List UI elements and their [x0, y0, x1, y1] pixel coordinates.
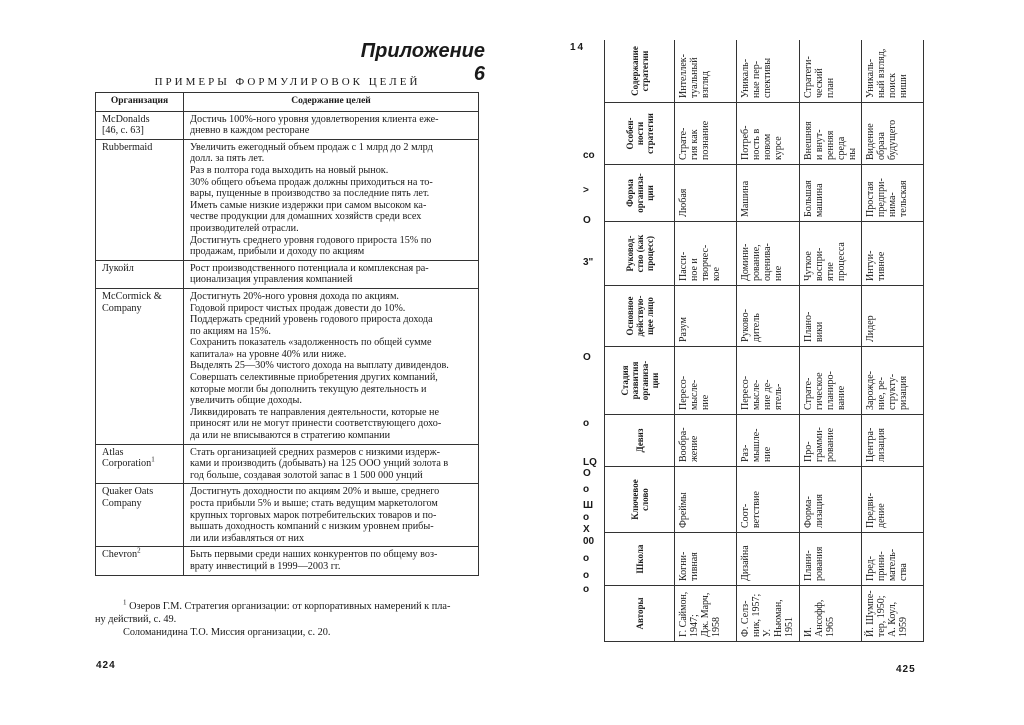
- footnote-ref: 1: [151, 455, 155, 464]
- strategy-header-cell: Девиз: [605, 415, 675, 467]
- strategy-cell: Видение образа будущего: [861, 103, 923, 165]
- page-number-top: 14: [570, 42, 586, 53]
- goals-cell: Быть первыми среди наших конкурентов по общему воз- врату инвестиций в 1999—2003 гг.: [184, 547, 479, 575]
- strategy-cell: Г. Саймон, 1947; Дж. Марч, 1958: [675, 586, 737, 642]
- organization-name: Лукойл: [102, 262, 134, 274]
- organization-name: McDonalds [46, с. 63]: [102, 113, 150, 137]
- strategy-cell: Руково- дитель: [737, 286, 799, 347]
- organization-name: Atlas Corporation: [102, 446, 152, 470]
- margin-mark: О: [583, 468, 591, 479]
- strategy-cell: Внешняя и внут- ренняя среда ны: [799, 103, 861, 165]
- strategy-cell: Пересо- мысле- ние де- ятель-: [737, 347, 799, 415]
- footnote-2: [95, 626, 479, 639]
- goals-table-row: [96, 111, 479, 139]
- strategy-cell: Фреймы: [675, 467, 737, 533]
- strategy-table: [604, 40, 924, 642]
- margin-mark: LQ: [583, 457, 597, 468]
- margin-mark: О: [583, 215, 591, 226]
- strategy-header-cell: Школа: [605, 533, 675, 586]
- organization-name: Quaker Oats Company: [102, 486, 154, 509]
- goals-table-row: [96, 139, 479, 260]
- margin-mark: о: [583, 584, 590, 595]
- strategy-header-cell: Руковод- ство (как процесс): [605, 222, 675, 286]
- strategy-cell: Центра- лизация: [861, 415, 923, 467]
- goals-table-row: [96, 547, 479, 575]
- goals-cell: Достигнуть доходности по акциям 20% и выше, среднего роста прибыли 5% и выше; стать ведущим маркетологом крупных торговых марок потребительских товаров и по- вышать доходность компаний с низким уровнем прибы- ли или избавляться от них: [184, 484, 479, 547]
- strategy-table-row: [675, 40, 737, 642]
- strategy-cell: Большая машина: [799, 165, 861, 222]
- goals-cell: Рост производственного потенциала и комплексная ра- ционализация управления компанией: [184, 260, 479, 288]
- strategy-cell: Машина: [737, 165, 799, 222]
- strategy-cell: Интуи- тивное: [861, 222, 923, 286]
- margin-mark: со: [583, 150, 595, 161]
- strategy-cell: Плано- вики: [799, 286, 861, 347]
- strategy-header-cell: Авторы: [605, 586, 675, 642]
- organization-cell: [96, 547, 184, 575]
- margin-mark: о: [583, 553, 590, 564]
- margin-mark: Ш: [583, 500, 594, 511]
- strategy-cell: Предви- дение: [861, 467, 923, 533]
- organization-cell: [96, 111, 184, 139]
- strategy-cell: Уникаль- ный взгляд, поиск ниши: [861, 40, 923, 103]
- strategy-cell: Стратеги- ческий план: [799, 40, 861, 103]
- strategy-table-row: [861, 40, 923, 642]
- strategy-cell: Потреб- ность в новом курсе: [737, 103, 799, 165]
- organization-name: Chevron: [102, 549, 138, 561]
- footnote-1-mark: 1: [123, 598, 127, 607]
- margin-mark: X: [583, 524, 590, 535]
- margin-mark: о: [583, 570, 590, 581]
- goals-cell: Стать организацией средних размеров с низкими издерж- ками и производить (добывать) на 125 ООО унций золота в год больше, создавая золотой запас в 1 500 000 унций: [184, 444, 479, 484]
- goals-cell: Достичь 100%-ного уровня удовлетворения клиента еже- дневно в каждом ресторане: [184, 111, 479, 139]
- header-goals: Содержание целей: [184, 93, 479, 112]
- margin-mark: >: [583, 185, 589, 196]
- strategy-header-cell: Содержание стратегии: [605, 40, 675, 103]
- goals-table-body: [96, 111, 479, 575]
- strategy-cell: Любая: [675, 165, 737, 222]
- footnote-1-text: Озеров Г.М. Стратегия организации: от корпоративных намерений к пла- ну действий, с. 49.: [95, 601, 451, 625]
- organization-cell: [96, 484, 184, 547]
- strategy-cell: Раз- мышле- ние: [737, 415, 799, 467]
- margin-mark: 00: [583, 536, 595, 547]
- page-number-right: 425: [896, 664, 916, 675]
- strategy-cell: Соот- ветствие: [737, 467, 799, 533]
- strategy-cell: Страте- гия как познание: [675, 103, 737, 165]
- organization-cell: [96, 260, 184, 288]
- goals-table-row: [96, 484, 479, 547]
- strategy-header-cell: Стадия развития организа- ции: [605, 347, 675, 415]
- footnote-ref: 2: [137, 546, 141, 555]
- header-organization: Организация: [96, 93, 184, 112]
- strategy-table-body: [605, 40, 924, 642]
- page-title: ПРИМЕРЫ ФОРМУЛИРОВОК ЦЕЛЕЙ: [154, 76, 421, 88]
- organization-cell: [96, 139, 184, 260]
- goals-table-row: [96, 260, 479, 288]
- strategy-cell: И. Ансофф, 1965: [799, 586, 861, 642]
- strategy-cell: Форма- лизация: [799, 467, 861, 533]
- organization-name: Rubbermaid: [102, 141, 153, 153]
- organization-cell: [96, 288, 184, 444]
- strategy-cell: Чуткое воспри- ятие процесса: [799, 222, 861, 286]
- strategy-table-wrapper: [604, 40, 924, 642]
- margin-mark: о: [583, 512, 590, 523]
- strategy-cell: Пересо- мысле- ние: [675, 347, 737, 415]
- strategy-cell: Пасси- ное и творчес- кое: [675, 222, 737, 286]
- strategy-cell: Ф. Селз- ник, 1957; У. Ньюман, 1951: [737, 586, 799, 642]
- footnote-1: [95, 600, 479, 626]
- margin-mark: о: [583, 484, 590, 495]
- strategy-cell: Плани- рования: [799, 533, 861, 586]
- strategy-cell: Домини- рование, оценива- ние: [737, 222, 799, 286]
- strategy-cell: Страте- гическое планиро- вание: [799, 347, 861, 415]
- strategy-header-cell: Основное действую- щее лицо: [605, 286, 675, 347]
- organization-name: McCormick & Company: [102, 290, 162, 314]
- strategy-header-cell: Форма организа- ции: [605, 165, 675, 222]
- goals-table-row: [96, 444, 479, 484]
- strategy-cell: Зарожде- ние, ре- структу- ризация: [861, 347, 923, 415]
- goals-cell: Достигнуть 20%-ного уровня дохода по акциям. Годовой прирост чистых продаж довести до 10%. Поддержать средний уровень годового прироста дохода по акциям на 15%. Сохранить показатель «задолженность по общей сумме капитала» на уровне 40% или ниже. Выделять 25—30% чистого дохода на выплату дивидендов. Совершать селективные приобретения других компаний, которые могли бы дополнить текущую деятельность и увеличить общие доходы. Ликвидировать те направления деятельности, которые не приносят или не могут принести соответствующего дохо- да или не вписываются в стратегию компании: [184, 288, 479, 444]
- footnotes: [95, 600, 479, 639]
- strategy-cell: Уникаль- ные пер- спективы: [737, 40, 799, 103]
- strategy-cell: Дизайна: [737, 533, 799, 586]
- footnote-2-text: Соломанидина Т.О. Миссия организации, с. 20.: [123, 627, 331, 638]
- strategy-header-cell: Особен- ности стратегии: [605, 103, 675, 165]
- strategy-table-row: [799, 40, 861, 642]
- goals-cell: Увеличить ежегодный объем продаж с 1 млрд до 2 млрд долл. за пять лет. Раз в полтора года выходить на новый рынок. 30% общего объема продаж должны приходиться на то- вары, пущенные в производство за последние пять лет. Иметь самые низкие издержки при самом высоком ка- честве продукции для домашних хозяйств среди всех производителей отрасли. Достигнуть среднего уровня годового прироста 15% по продажам, прибыли и доходу по акциям: [184, 139, 479, 260]
- margin-mark: 3": [583, 257, 594, 268]
- strategy-cell: Вообра- жение: [675, 415, 737, 467]
- organization-cell: [96, 444, 184, 484]
- page-number-left: 424: [96, 660, 116, 671]
- strategy-cell: Пред- прини- матель- ства: [861, 533, 923, 586]
- appendix-heading: Приложение 6: [360, 40, 485, 85]
- goals-table: [95, 92, 479, 576]
- margin-mark: о: [583, 418, 590, 429]
- strategy-cell: Про- грамми- рование: [799, 415, 861, 467]
- strategy-cell: Когни- тивная: [675, 533, 737, 586]
- strategy-cell: Разум: [675, 286, 737, 347]
- goals-table-row: [96, 288, 479, 444]
- strategy-header-cell: Ключевое слово: [605, 467, 675, 533]
- goals-table-header: [96, 93, 479, 112]
- strategy-cell: Й. Шумпе- тер, 1950; А. Коул, 1959: [861, 586, 923, 642]
- strategy-cell: Простая предпри- нима- тельская: [861, 165, 923, 222]
- strategy-table-row: [737, 40, 799, 642]
- strategy-cell: Лидер: [861, 286, 923, 347]
- margin-mark: О: [583, 352, 591, 363]
- strategy-table-header: [605, 40, 675, 642]
- strategy-cell: Интеллек- туальный взгляд: [675, 40, 737, 103]
